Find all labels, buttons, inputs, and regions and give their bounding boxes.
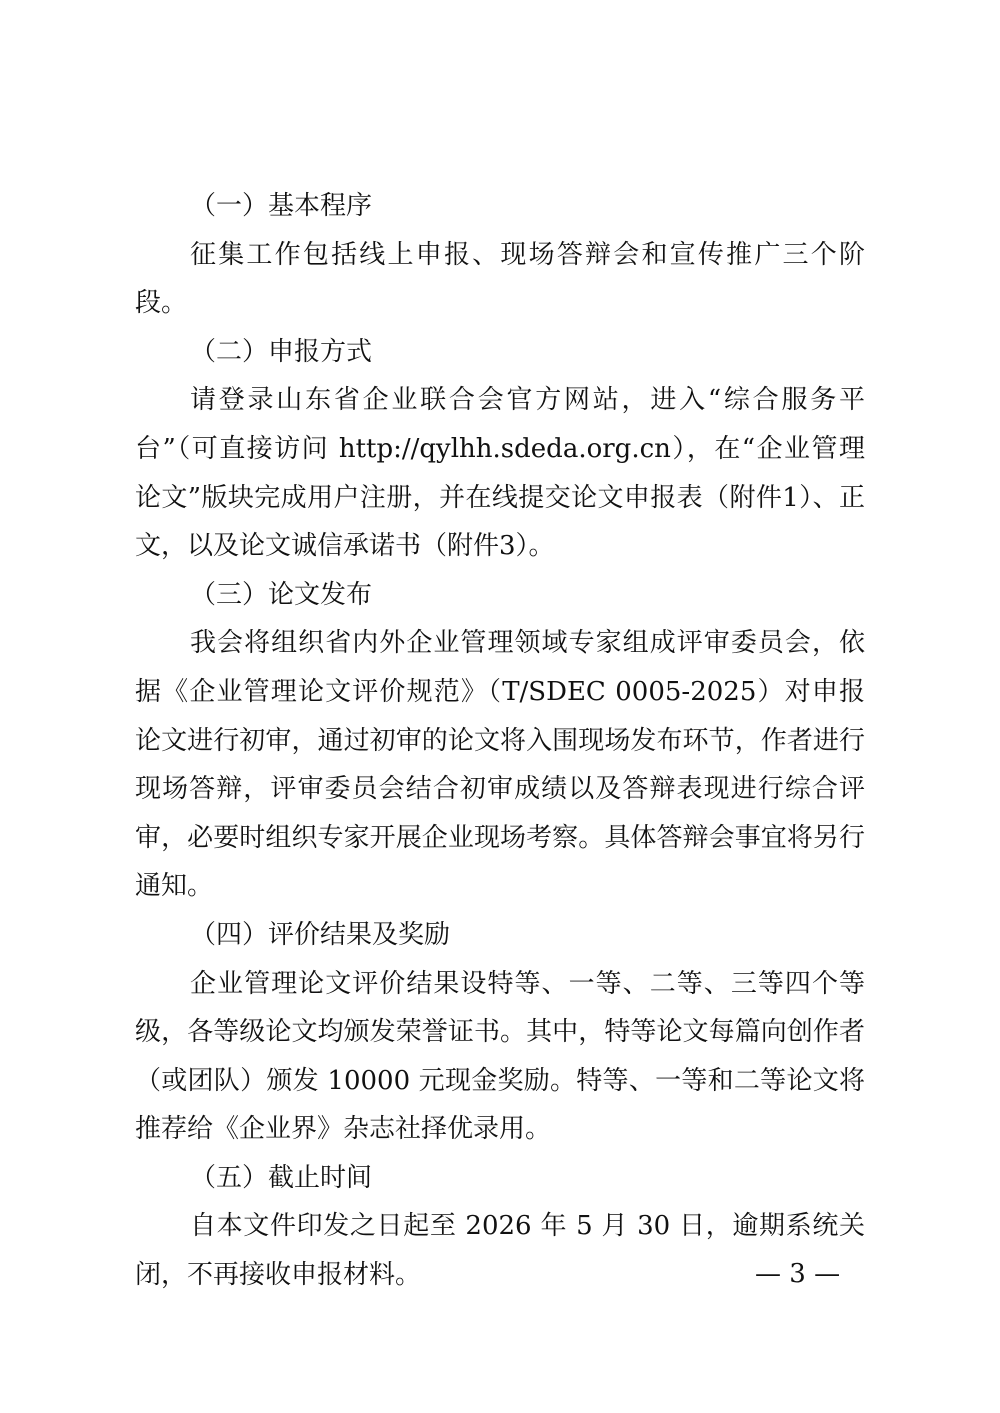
section-heading-procedure: （一）基本程序 <box>190 191 373 221</box>
section-heading-results: （四）评价结果及奖励 <box>190 919 451 950</box>
page-number: — 3 — <box>755 1259 841 1289</box>
section-heading-deadline: （五）截止时间 <box>190 1162 373 1193</box>
section-heading-release: （三）论文发布 <box>190 579 373 610</box>
section-paragraph-procedure: 征集工作包括线上申报、现场答辩会和宣传推广三个阶段。 <box>135 239 865 319</box>
section-paragraph-results: 企业管理论文评价结果设特等、一等、二等、三等四个等级，各等级论文均颁发荣誉证书。其中，特等论文每篇向创作者（或团队）颁发 10000 元现金奖励。特等、一等和二等论文将推荐给《企业界》杂志社择优录用。 <box>135 968 865 1145</box>
section-heading-submission: （二）申报方式 <box>190 336 373 367</box>
section-paragraph-deadline: 自本文件印发之日起至 2026 年 5 月 30 日，逾期系统关闭，不再接收申报材料。 <box>135 1211 865 1291</box>
document-body <box>135 182 865 1300</box>
section-paragraph-submission: 请登录山东省企业联合会官方网站，进入“综合服务平台”（可直接访问 http://qylhh.sdeda.org.cn），在“企业管理论文”版块完成用户注册，并在线提交论文申报表（附件1）、正文，以及论文诚信承诺书（附件3）。 <box>135 385 865 562</box>
section-paragraph-release: 我会将组织省内外企业管理领域专家组成评审委员会，依据《企业管理论文评价规范》（T/SDEC 0005-2025）对申报论文进行初审，通过初审的论文将入围现场发布环节，作者进行现场答辩，评审委员会结合初审成绩以及答辩表现进行综合评审，必要时组织专家开展企业现场考察。具体答辩会事宜将另行通知。 <box>135 628 865 902</box>
